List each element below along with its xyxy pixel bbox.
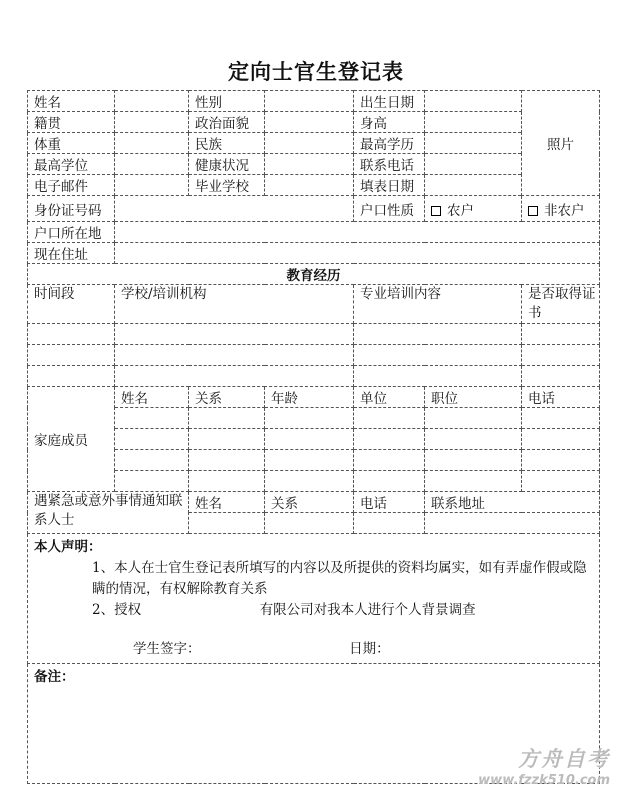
family-cell[interactable] [354, 471, 425, 492]
family-cell[interactable] [189, 471, 265, 492]
declaration-line-2-b: 有限公司对我本人进行个人背景调查 [259, 602, 476, 618]
edu-col-period: 时间段 [28, 285, 115, 324]
family-cell[interactable] [189, 408, 265, 429]
field-current-addr[interactable] [115, 243, 600, 264]
label-school: 毕业学校 [189, 175, 265, 196]
label-email: 电子邮件 [28, 175, 115, 196]
photo-box[interactable] [522, 91, 600, 196]
label-hukou-addr: 户口所在地 [28, 222, 115, 243]
family-cell[interactable] [425, 429, 522, 450]
label-name: 姓名 [28, 91, 115, 112]
edu-col-cert: 是否取得证书 [522, 285, 600, 324]
checkbox-agri[interactable] [431, 206, 441, 216]
date-label: 日期： [349, 641, 390, 657]
emergency-cell[interactable] [354, 513, 425, 534]
watermark [478, 743, 610, 788]
declaration-row [28, 534, 600, 664]
family-cell[interactable] [115, 471, 189, 492]
emergency-header-row [28, 492, 600, 513]
label-height: 身高 [354, 112, 425, 133]
declaration-line-1: 1、本人在士官生登记表所填写的内容以及所提供的资料均属实，如有弄虚作假或隐瞒的情况，有权解除教育关系 [92, 560, 587, 597]
field-health[interactable] [265, 154, 354, 175]
family-cell[interactable] [522, 450, 600, 471]
family-col-name: 姓名 [115, 387, 189, 408]
family-cell[interactable] [522, 471, 600, 492]
label-gender: 性别 [189, 91, 265, 112]
family-col-phone: 电话 [522, 387, 600, 408]
family-cell[interactable] [265, 408, 354, 429]
label-fill-date: 填表日期 [354, 175, 425, 196]
family-cell[interactable] [115, 408, 189, 429]
emergency-col-name: 姓名 [189, 492, 265, 513]
field-birth[interactable] [425, 91, 522, 112]
row-native [28, 112, 600, 133]
emergency-label: 遇紧急或意外事情通知联系人士 [28, 492, 189, 534]
family-cell[interactable] [522, 429, 600, 450]
declaration-line-2 [34, 600, 593, 621]
field-education[interactable] [425, 133, 522, 154]
row-name [28, 91, 600, 112]
field-weight[interactable] [115, 133, 189, 154]
field-gender[interactable] [265, 91, 354, 112]
edu-cell[interactable] [522, 324, 600, 345]
edu-col-content: 专业培训内容 [354, 285, 522, 324]
field-hukou-addr[interactable] [115, 222, 600, 243]
label-phone: 联系电话 [354, 154, 425, 175]
label-birth: 出生日期 [354, 91, 425, 112]
field-ethnic[interactable] [265, 133, 354, 154]
label-hukou-type: 户口性质 [354, 196, 425, 222]
edu-row [28, 366, 600, 387]
field-degree[interactable] [115, 154, 189, 175]
row-email [28, 175, 600, 196]
edu-cell[interactable] [354, 324, 522, 345]
field-native[interactable] [115, 112, 189, 133]
row-hukou-addr [28, 222, 600, 243]
declaration [28, 534, 600, 664]
label-id-number: 身份证号码 [28, 196, 115, 222]
emergency-cell[interactable] [189, 513, 265, 534]
option-non-agri[interactable] [522, 196, 600, 222]
label-current-addr: 现在住址 [28, 243, 115, 264]
family-cell[interactable] [265, 471, 354, 492]
field-political[interactable] [265, 112, 354, 133]
family-cell[interactable] [522, 408, 600, 429]
family-cell[interactable] [265, 429, 354, 450]
row-id [28, 196, 600, 222]
family-label: 家庭成员 [28, 387, 115, 492]
row-degree [28, 154, 600, 175]
label-ethnic: 民族 [189, 133, 265, 154]
family-cell[interactable] [189, 429, 265, 450]
edu-column-row [28, 285, 600, 324]
family-cell[interactable] [354, 429, 425, 450]
remarks-heading: 备注： [34, 669, 75, 685]
field-height[interactable] [425, 112, 522, 133]
family-header-row [28, 387, 600, 408]
field-school[interactable] [265, 175, 354, 196]
edu-cell[interactable] [354, 345, 522, 366]
emergency-col-phone: 电话 [354, 492, 425, 513]
family-col-job: 职位 [425, 387, 522, 408]
label-education: 最高学历 [354, 133, 425, 154]
declaration-heading: 本人声明： [34, 539, 102, 555]
field-name[interactable] [115, 91, 189, 112]
edu-header-row [28, 264, 600, 285]
row-current-addr [28, 243, 600, 264]
checkbox-non-agri[interactable] [528, 206, 538, 216]
label-political: 政治面貌 [189, 112, 265, 133]
family-col-relation: 关系 [189, 387, 265, 408]
edu-col-school: 学校/培训机构 [115, 285, 354, 324]
label-degree: 最高学位 [28, 154, 115, 175]
edu-cell[interactable] [28, 324, 115, 345]
label-health: 健康状况 [189, 154, 265, 175]
option-non-agri-label: 非农户 [544, 202, 585, 219]
field-fill-date[interactable] [425, 175, 522, 196]
edu-cell[interactable] [115, 324, 354, 345]
watermark-url: www.fzzk510.com [478, 773, 610, 788]
edu-header: 教育经历 [28, 264, 600, 285]
edu-cell[interactable] [28, 366, 115, 387]
edu-row [28, 345, 600, 366]
option-agri-label: 农户 [447, 202, 474, 219]
family-cell[interactable] [425, 450, 522, 471]
edu-cell[interactable] [522, 345, 600, 366]
label-weight: 体重 [28, 133, 115, 154]
photo-label: 照片 [547, 137, 574, 153]
row-weight [28, 133, 600, 154]
edu-cell[interactable] [115, 366, 354, 387]
emergency-col-relation: 关系 [265, 492, 354, 513]
family-col-unit: 单位 [354, 387, 425, 408]
emergency-col-address: 联系地址 [425, 492, 600, 513]
watermark-brand: 方舟自考 [518, 747, 610, 771]
edu-cell[interactable] [28, 345, 115, 366]
edu-row [28, 324, 600, 345]
family-col-age: 年龄 [265, 387, 354, 408]
family-cell[interactable] [354, 450, 425, 471]
family-cell[interactable] [115, 429, 189, 450]
edu-cell[interactable] [115, 345, 354, 366]
family-cell[interactable] [425, 471, 522, 492]
sign-label: 学生签字： [133, 641, 201, 657]
emergency-cell[interactable] [425, 513, 600, 534]
field-id-number[interactable] [115, 196, 354, 222]
family-cell[interactable] [425, 408, 522, 429]
emergency-cell[interactable] [265, 513, 354, 534]
family-cell[interactable] [354, 408, 425, 429]
registration-form [27, 90, 600, 784]
option-agri[interactable] [425, 196, 522, 222]
field-email[interactable] [115, 175, 189, 196]
field-phone[interactable] [425, 154, 522, 175]
family-cell[interactable] [265, 450, 354, 471]
edu-cell[interactable] [522, 366, 600, 387]
family-cell[interactable] [115, 450, 189, 471]
edu-cell[interactable] [354, 366, 522, 387]
label-native: 籍贯 [28, 112, 115, 133]
form-title: 定向士官生登记表 [228, 60, 404, 84]
declaration-line-2-a: 2、授权 [92, 602, 142, 618]
signature-line [34, 639, 593, 660]
family-cell[interactable] [189, 450, 265, 471]
